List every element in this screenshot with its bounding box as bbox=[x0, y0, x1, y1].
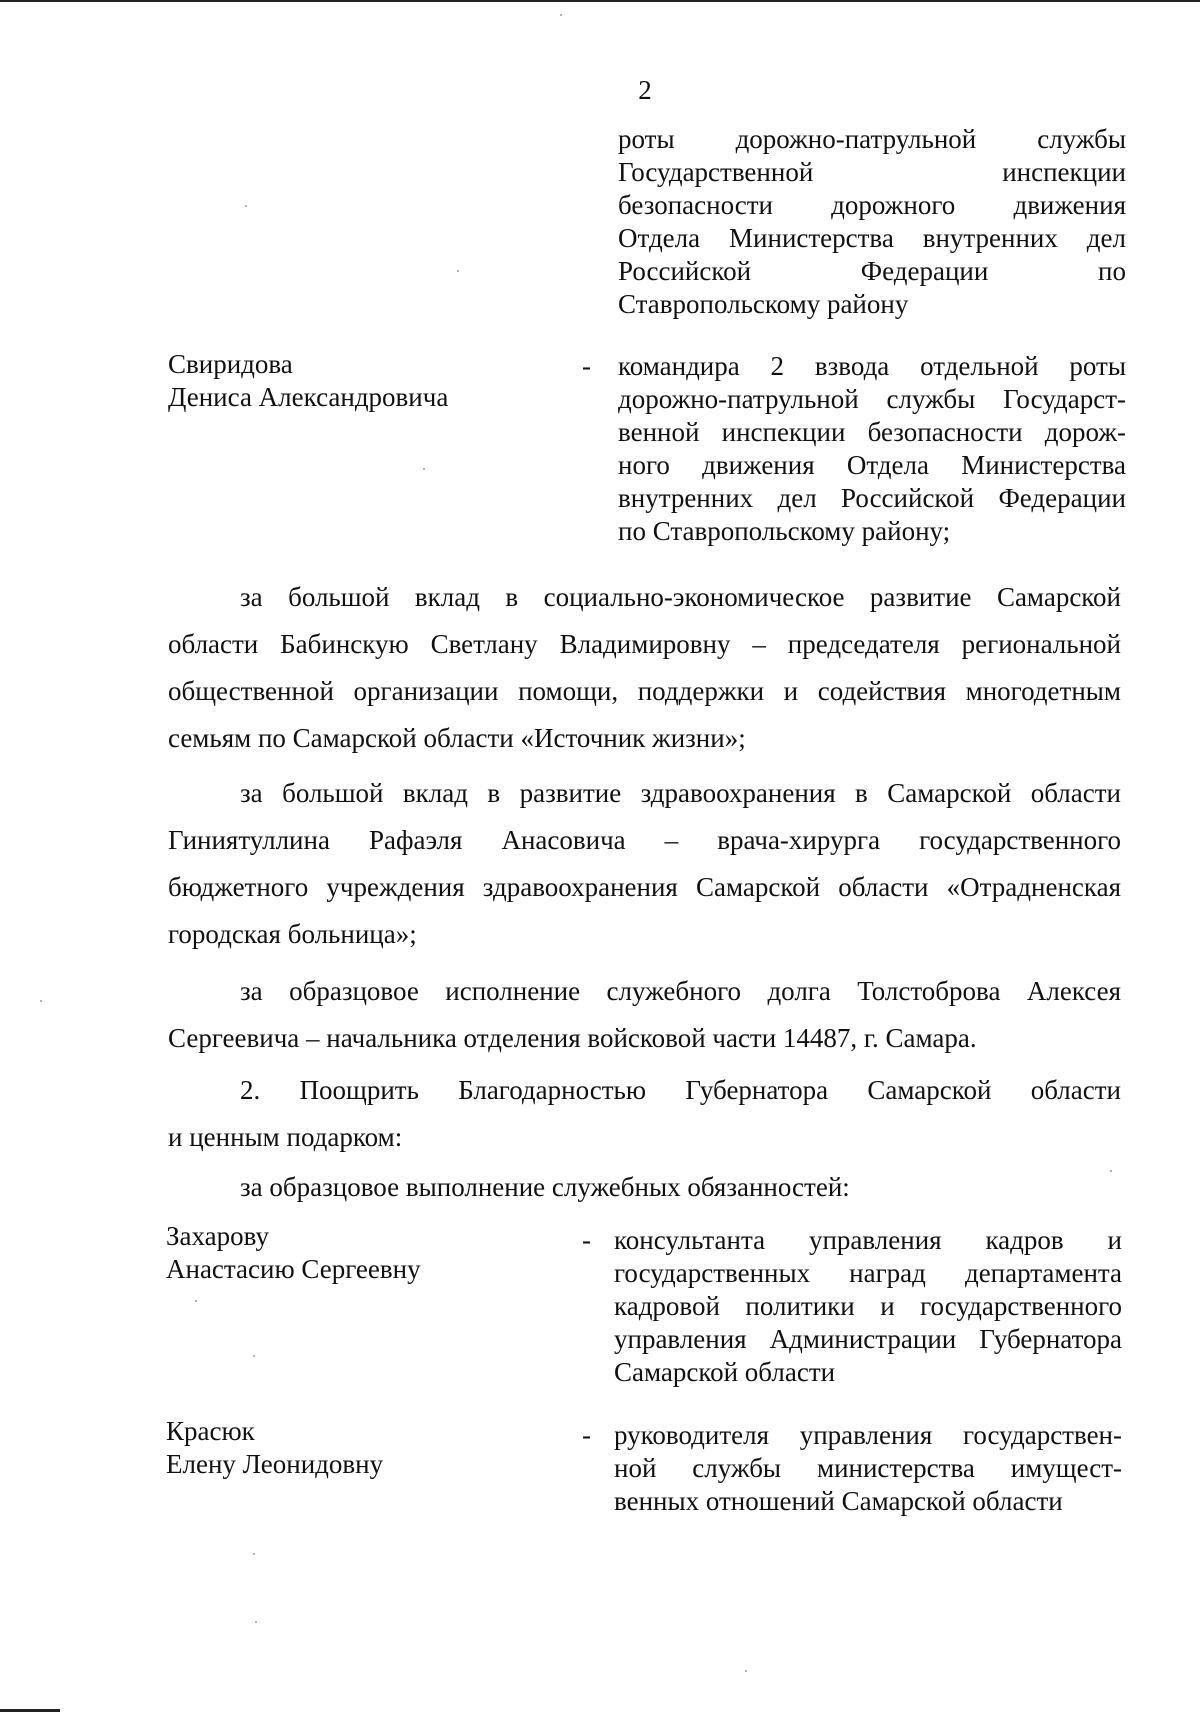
paragraph-line: за большой вклад в социально-экономическое развитие Самарской bbox=[240, 582, 1121, 612]
entry3-name-line: Красюк bbox=[166, 1416, 255, 1446]
scan-speck bbox=[40, 1000, 42, 1002]
scan-edge-top bbox=[0, 0, 1200, 2]
entry1-desc-line: венной инспекции безопасности дорож- bbox=[618, 417, 1126, 447]
scan-speck bbox=[423, 468, 425, 470]
paragraph-tolstobrov bbox=[168, 968, 1121, 1062]
paragraph-line: бюджетного учреждения здравоохранения Самарской области «Отрадненская bbox=[168, 872, 1121, 902]
intro-line: роты дорожно-патрульной службы bbox=[618, 124, 1126, 154]
paragraph-line: за образцовое исполнение служебного долга Толстоброва Алексея bbox=[240, 976, 1121, 1006]
entry1-desc-line: внутренних дел Российской Федерации bbox=[618, 483, 1126, 513]
paragraph-line: Гиниятуллина Рафаэля Анасовича – врача-хирурга государственного bbox=[168, 825, 1121, 855]
page-number: 2 bbox=[638, 75, 652, 105]
paragraph-line: 2. Поощрить Благодарностью Губернатора Самарской области bbox=[240, 1075, 1121, 1105]
entry2-description bbox=[614, 1224, 1122, 1389]
intro-line: Отдела Министерства внутренних дел bbox=[618, 223, 1126, 253]
intro-line: Ставропольскому району bbox=[618, 289, 909, 319]
paragraph-service-duties bbox=[168, 1164, 1121, 1211]
entry3-name-line: Елену Леонидовну bbox=[166, 1449, 384, 1479]
intro-line: Государственной инспекции bbox=[618, 157, 1126, 187]
paragraph-giniyatullin bbox=[168, 770, 1121, 958]
entry3-dash: - bbox=[582, 1420, 591, 1450]
entry2-desc-line: кадровой политики и государственного bbox=[614, 1291, 1122, 1321]
entry1-desc-line: ного движения Отдела Министерства bbox=[618, 450, 1126, 480]
paragraph-line: за образцовое выполнение служебных обязанностей: bbox=[240, 1172, 850, 1202]
scan-speck bbox=[255, 1621, 257, 1623]
entry1-name-line: Дениса Александровича bbox=[168, 382, 449, 412]
scan-speck bbox=[745, 1670, 747, 1672]
paragraph-section-2 bbox=[168, 1067, 1121, 1161]
paragraph-line: и ценным подарком: bbox=[168, 1122, 403, 1152]
entry1-desc-line: по Ставропольскому району; bbox=[618, 516, 951, 546]
scan-speck bbox=[195, 1300, 197, 1302]
paragraph-babinskaya bbox=[168, 574, 1121, 762]
entry2-desc-line: консультанта управления кадров и bbox=[614, 1225, 1122, 1255]
entry2-desc-line: государственных наград департамента bbox=[614, 1258, 1122, 1288]
entry1-desc-line: дорожно-патрульной службы Государст- bbox=[618, 384, 1126, 414]
entry3-description bbox=[614, 1419, 1122, 1518]
entry2-name bbox=[166, 1220, 506, 1286]
intro-description-block bbox=[618, 123, 1126, 321]
scan-speck bbox=[457, 270, 459, 272]
scan-speck bbox=[560, 14, 562, 16]
paragraph-line: области Бабинскую Светлану Владимировну – председателя региональной bbox=[168, 629, 1121, 659]
paragraph-line: общественной организации помощи, поддержки и содействия многодетным bbox=[168, 676, 1121, 706]
entry2-name-line: Анастасию Сергеевну bbox=[166, 1254, 421, 1284]
scan-speck bbox=[253, 1355, 255, 1357]
paragraph-line: за большой вклад в развитие здравоохранения в Самарской области bbox=[240, 778, 1121, 808]
entry1-description bbox=[618, 350, 1126, 548]
scan-edge-bottom bbox=[0, 1709, 60, 1712]
scan-speck bbox=[1110, 1170, 1112, 1172]
entry1-name bbox=[168, 348, 508, 414]
entry3-desc-line: ной службы министерства имущест- bbox=[614, 1453, 1122, 1483]
scan-speck bbox=[253, 1553, 255, 1555]
entry3-name bbox=[166, 1415, 506, 1481]
paragraph-line: городская больница»; bbox=[168, 919, 417, 949]
paragraph-line: семьям по Самарской области «Источник жизни»; bbox=[168, 723, 746, 753]
entry2-desc-line: управления Администрации Губернатора bbox=[614, 1324, 1122, 1354]
entry3-desc-line: венных отношений Самарской области bbox=[614, 1486, 1063, 1516]
entry1-desc-line: командира 2 взвода отдельной роты bbox=[618, 351, 1126, 381]
paragraph-line: Сергеевича – начальника отделения войсковой части 14487, г. Самара. bbox=[168, 1023, 977, 1053]
scan-speck bbox=[245, 205, 247, 207]
entry2-dash: - bbox=[582, 1225, 591, 1255]
entry2-desc-line: Самарской области bbox=[614, 1357, 836, 1387]
intro-line: безопасности дорожного движения bbox=[618, 190, 1126, 220]
entry2-name-line: Захарову bbox=[166, 1221, 269, 1251]
entry1-name-line: Свиридова bbox=[168, 349, 293, 379]
entry3-desc-line: руководителя управления государствен- bbox=[614, 1420, 1122, 1450]
entry1-dash: - bbox=[582, 351, 591, 381]
intro-line: Российской Федерации по bbox=[618, 256, 1126, 286]
